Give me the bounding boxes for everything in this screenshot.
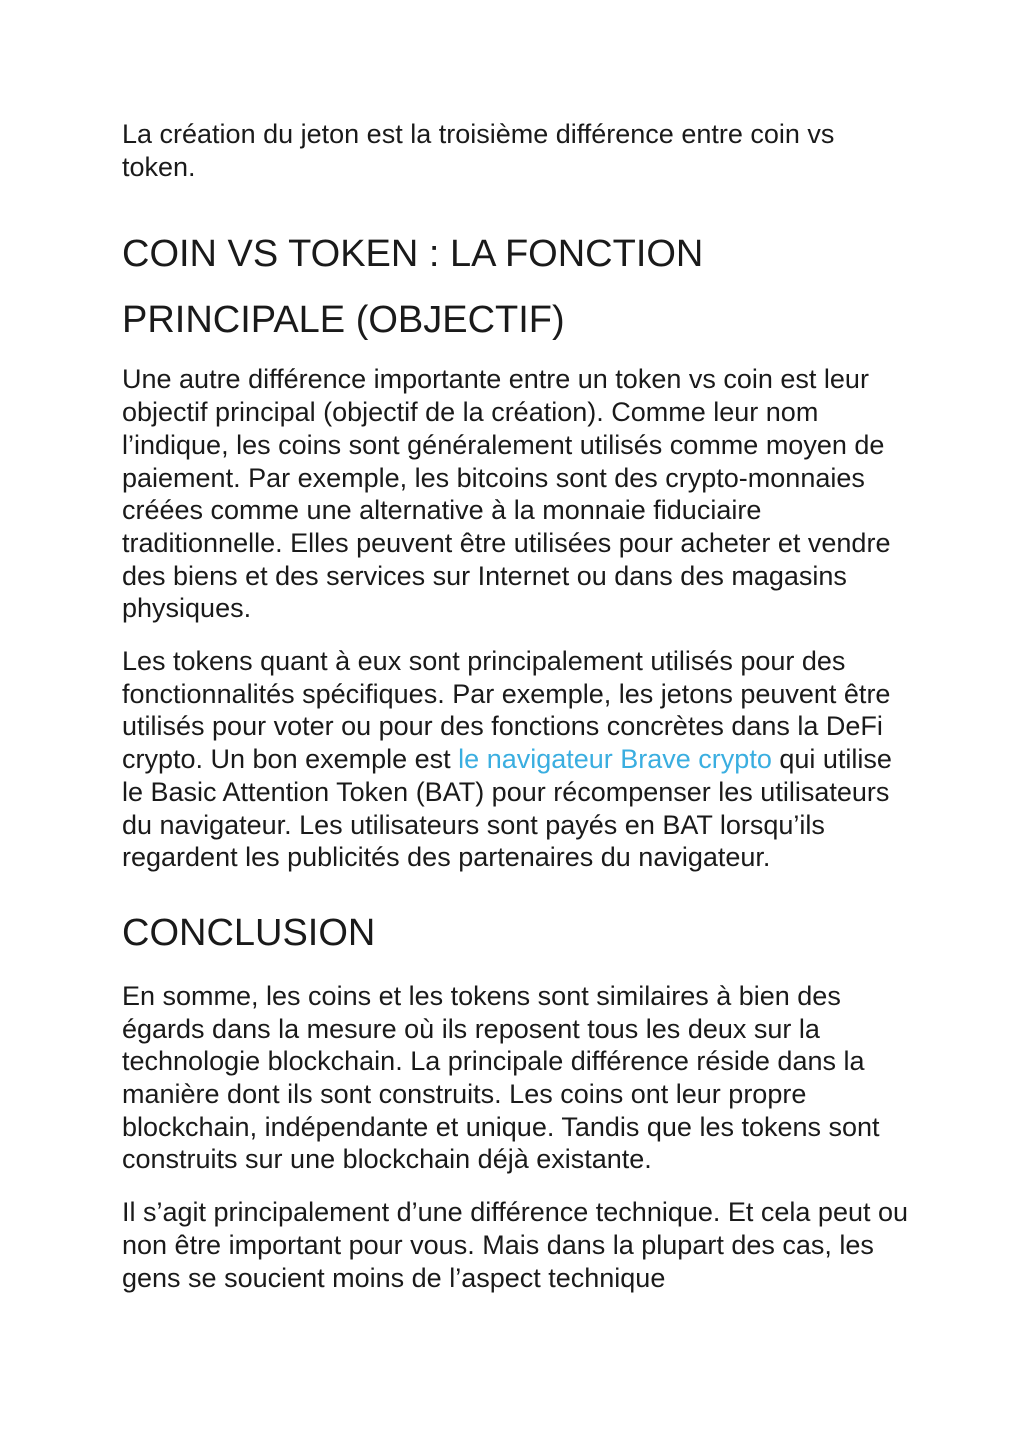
paragraph-conclusion: En somme, les coins et les tokens sont similaires à bien des égards dans la mesure où ils reposent tous les deux sur la technologie blockchain. La principale différence réside dans la manière dont ils sont construits. Les coins ont leur propre blockchain, indépendante et unique. Tandis que les tokens sont construits sur une blockchain déjà existante.	[122, 980, 880, 1175]
section-heading-conclusion: CONCLUSION	[122, 911, 376, 954]
document-page	[122, 118, 912, 1294]
paragraph-tokens-text-after: qui utilise le Basic Attention Token (BAT) pour récompenser les utilisateurs du navigateur. Les utilisateurs sont payés en BAT lorsqu’ils regardent les publicités des partenaires du navigateur.	[122, 744, 892, 873]
paragraph-objectif: Une autre différence importante entre un token vs coin est leur objectif principal (objectif de la création). Comme leur nom l’indique, les coins sont généralement utilisés comme moyen de paiement. Par exemple, les bitcoins sont des crypto-monnaies créées comme une alternative à la monnaie fiduciaire traditionnelle. Elles peuvent être utilisées pour acheter et vendre des biens et des services sur Internet ou dans des magasins physiques.	[122, 364, 891, 624]
section-heading-fonction: COIN VS TOKEN : LA FONCTION PRINCIPALE (OBJECTIF)	[122, 233, 704, 342]
paragraph-technique: Il s’agit principalement d’une différence technique. Et cela peut ou non être important pour vous. Mais dans la plupart des cas, les gens se soucient moins de l’aspect technique	[122, 1197, 909, 1293]
intro-paragraph: La création du jeton est la troisième différence entre coin vs token.	[122, 119, 835, 182]
paragraph-tokens	[122, 645, 912, 874]
paragraph-tokens-text-before: Les tokens quant à eux sont principalement utilisés pour des fonctionnalités spécifiques. Par exemple, les jetons peuvent être utilisés pour voter ou pour des fonctions concrètes dans la DeFi crypto. Un bon exemple est	[122, 646, 891, 775]
brave-browser-link[interactable]: le navigateur Brave crypto	[458, 744, 772, 775]
